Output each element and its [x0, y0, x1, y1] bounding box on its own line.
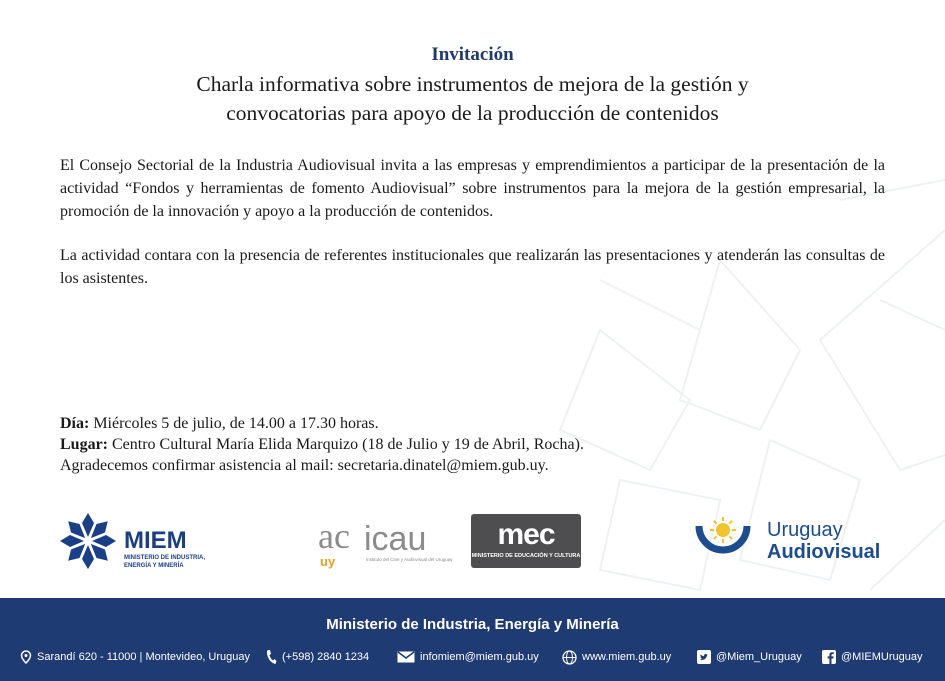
- event-date: [60, 413, 379, 434]
- phone-icon: [265, 649, 277, 665]
- footer-twitter-text[interactable]: @Miem_Uruguay: [716, 651, 802, 663]
- twitter-icon: [697, 650, 711, 664]
- event-venue-label: Lugar:: [60, 436, 108, 453]
- facebook-icon: [822, 650, 836, 664]
- mec-logo-name: mec: [497, 518, 555, 551]
- icau-logo: [316, 510, 466, 570]
- rsvp-note: Agradecemos confirmar asistencia al mail: secretaria.dinatel@miem.gub.uy.: [60, 457, 549, 474]
- miem-logo: [58, 510, 238, 572]
- body-paragraph-2: La actividad contara con la presencia de referentes institucionales que realizarán las presentaciones y atenderán las consultas de los asistentes.: [60, 247, 885, 287]
- footer-phone: [265, 649, 369, 665]
- subtitle-line-2: convocatorias para apoyo de la producción de contenidos: [226, 101, 719, 125]
- footer-facebook-text[interactable]: @MIEMUruguay: [841, 651, 923, 663]
- icau-name: icau: [364, 520, 427, 558]
- event-date-value: Miércoles 5 de julio, de 14.00 a 17.30 horas.: [89, 415, 379, 432]
- footer-address-text: Sarandí 620 - 11000 | Montevideo, Uruguay: [37, 651, 251, 663]
- footer-address: [20, 649, 250, 665]
- event-venue: [60, 434, 584, 455]
- icau-uy: uy: [320, 554, 336, 569]
- event-venue-value: Centro Cultural María Elida Marquizo (18 de Julio y 19 de Abril, Rocha).: [108, 436, 584, 453]
- footer-title: Ministerio de Industria, Energía y Minería: [326, 616, 619, 633]
- footer-twitter[interactable]: [697, 649, 802, 665]
- footer-email[interactable]: [397, 649, 539, 665]
- footer-facebook[interactable]: [822, 649, 922, 665]
- ua-line2: Audiovisual: [767, 541, 881, 563]
- globe-icon: [562, 650, 577, 665]
- footer-phone-text: (+598) 2840 1234: [282, 651, 370, 663]
- footer-bar: [0, 598, 945, 681]
- footer-email-text[interactable]: infomiem@miem.gub.uy: [420, 651, 539, 663]
- footer-web[interactable]: [562, 649, 671, 665]
- event-date-label: Día:: [60, 415, 90, 432]
- map-pin-icon: [20, 650, 32, 664]
- miem-logo-name: MIEM: [124, 527, 187, 554]
- ua-line1: Uruguay: [767, 519, 843, 541]
- mail-icon: [397, 651, 415, 663]
- footer-web-text[interactable]: www.miem.gub.uy: [582, 651, 672, 663]
- miem-logo-sub2: ENERGÍA Y MINERÍA: [124, 563, 184, 569]
- mec-logo: [471, 514, 581, 568]
- mec-logo-sub: MINISTERIO DE EDUCACIÓN Y CULTURA: [471, 553, 581, 559]
- body-paragraph-1: El Consejo Sectorial de la Industria Audiovisual invita a las empresas y emprendimientos a participar de la presentación de la actividad “Fondos y herramientas de fomento Audiovisual” sobre instrumentos para la mejora de la gestión empresarial, la promoción de la innovación y apoyo a la producción de contenidos.: [60, 157, 885, 220]
- icau-sub: Instituto del Cine y Audiovisual del Uruguay: [366, 557, 453, 562]
- uruguay-audiovisual-logo: [695, 512, 890, 570]
- sun-icon: [710, 517, 736, 543]
- invitation-title: Invitación: [431, 44, 514, 65]
- miem-logo-sub1: MINISTERIO DE INDUSTRIA,: [124, 555, 206, 561]
- subtitle-line-1: Charla informativa sobre instrumentos de mejora de la gestión y: [196, 72, 749, 96]
- icau-mark: ac: [318, 516, 350, 556]
